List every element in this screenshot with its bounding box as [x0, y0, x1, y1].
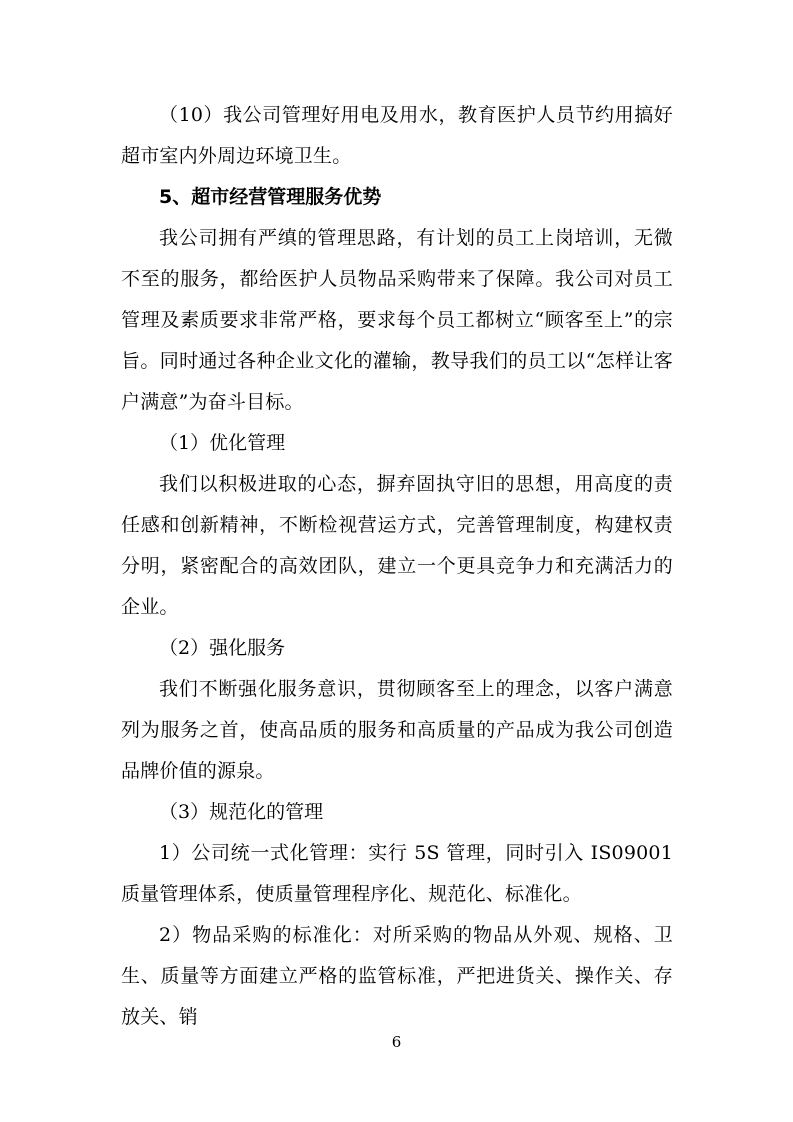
intro-paragraph: 我公司拥有严缜的管理思路，有计划的员工上岗培训，无微不至的服务，都给医护人员物品采购带来了保障。我公司对员工管理及素质要求非常严格，要求每个员工都树立“顾客至上”的宗旨。同时通过各种企业文化的灌输，教导我们的员工以“怎样让客户满意”为奋斗目标。: [121, 227, 673, 413]
standardized-item-2: 2）物品采购的标准化：对所采购的物品从外观、规格、卫生、质量等方面建立严格的监管标准，严把进货关、操作关、存放关、销: [121, 924, 673, 1028]
page-number: 6: [391, 1033, 402, 1051]
section-heading: 5、超市经营管理服务优势: [159, 186, 382, 208]
document-body: [121, 95, 673, 1038]
strengthen-service-paragraph: 我们不断强化服务意识，贯彻顾客至上的理念，以客户满意列为服务之首，使高品质的服务和高质量的产品成为我公司创造品牌价值的源泉。: [121, 678, 673, 782]
subheading-strengthen-service: （2）强化服务: [159, 637, 286, 659]
paragraph-item-10: （10）我公司管理好用电及用水，教育医护人员节约用搞好超市室内外周边环境卫生。: [121, 104, 673, 167]
subheading-standardized-management: （3）规范化的管理: [159, 801, 324, 823]
subheading-optimize-management: （1）优化管理: [159, 432, 286, 454]
optimize-management-paragraph: 我们以积极进取的心态，摒弃固执守旧的思想，用高度的责任感和创新精神，不断检视营运方式，完善管理制度，构建权责分明，紧密配合的高效团队，建立一个更具竞争力和充满活力的企业。: [121, 473, 673, 618]
standardized-item-1: 1）公司统一式化管理：实行 5S 管理，同时引入 IS09001 质量管理体系，使质量管理程序化、规范化、标准化。: [121, 842, 673, 905]
